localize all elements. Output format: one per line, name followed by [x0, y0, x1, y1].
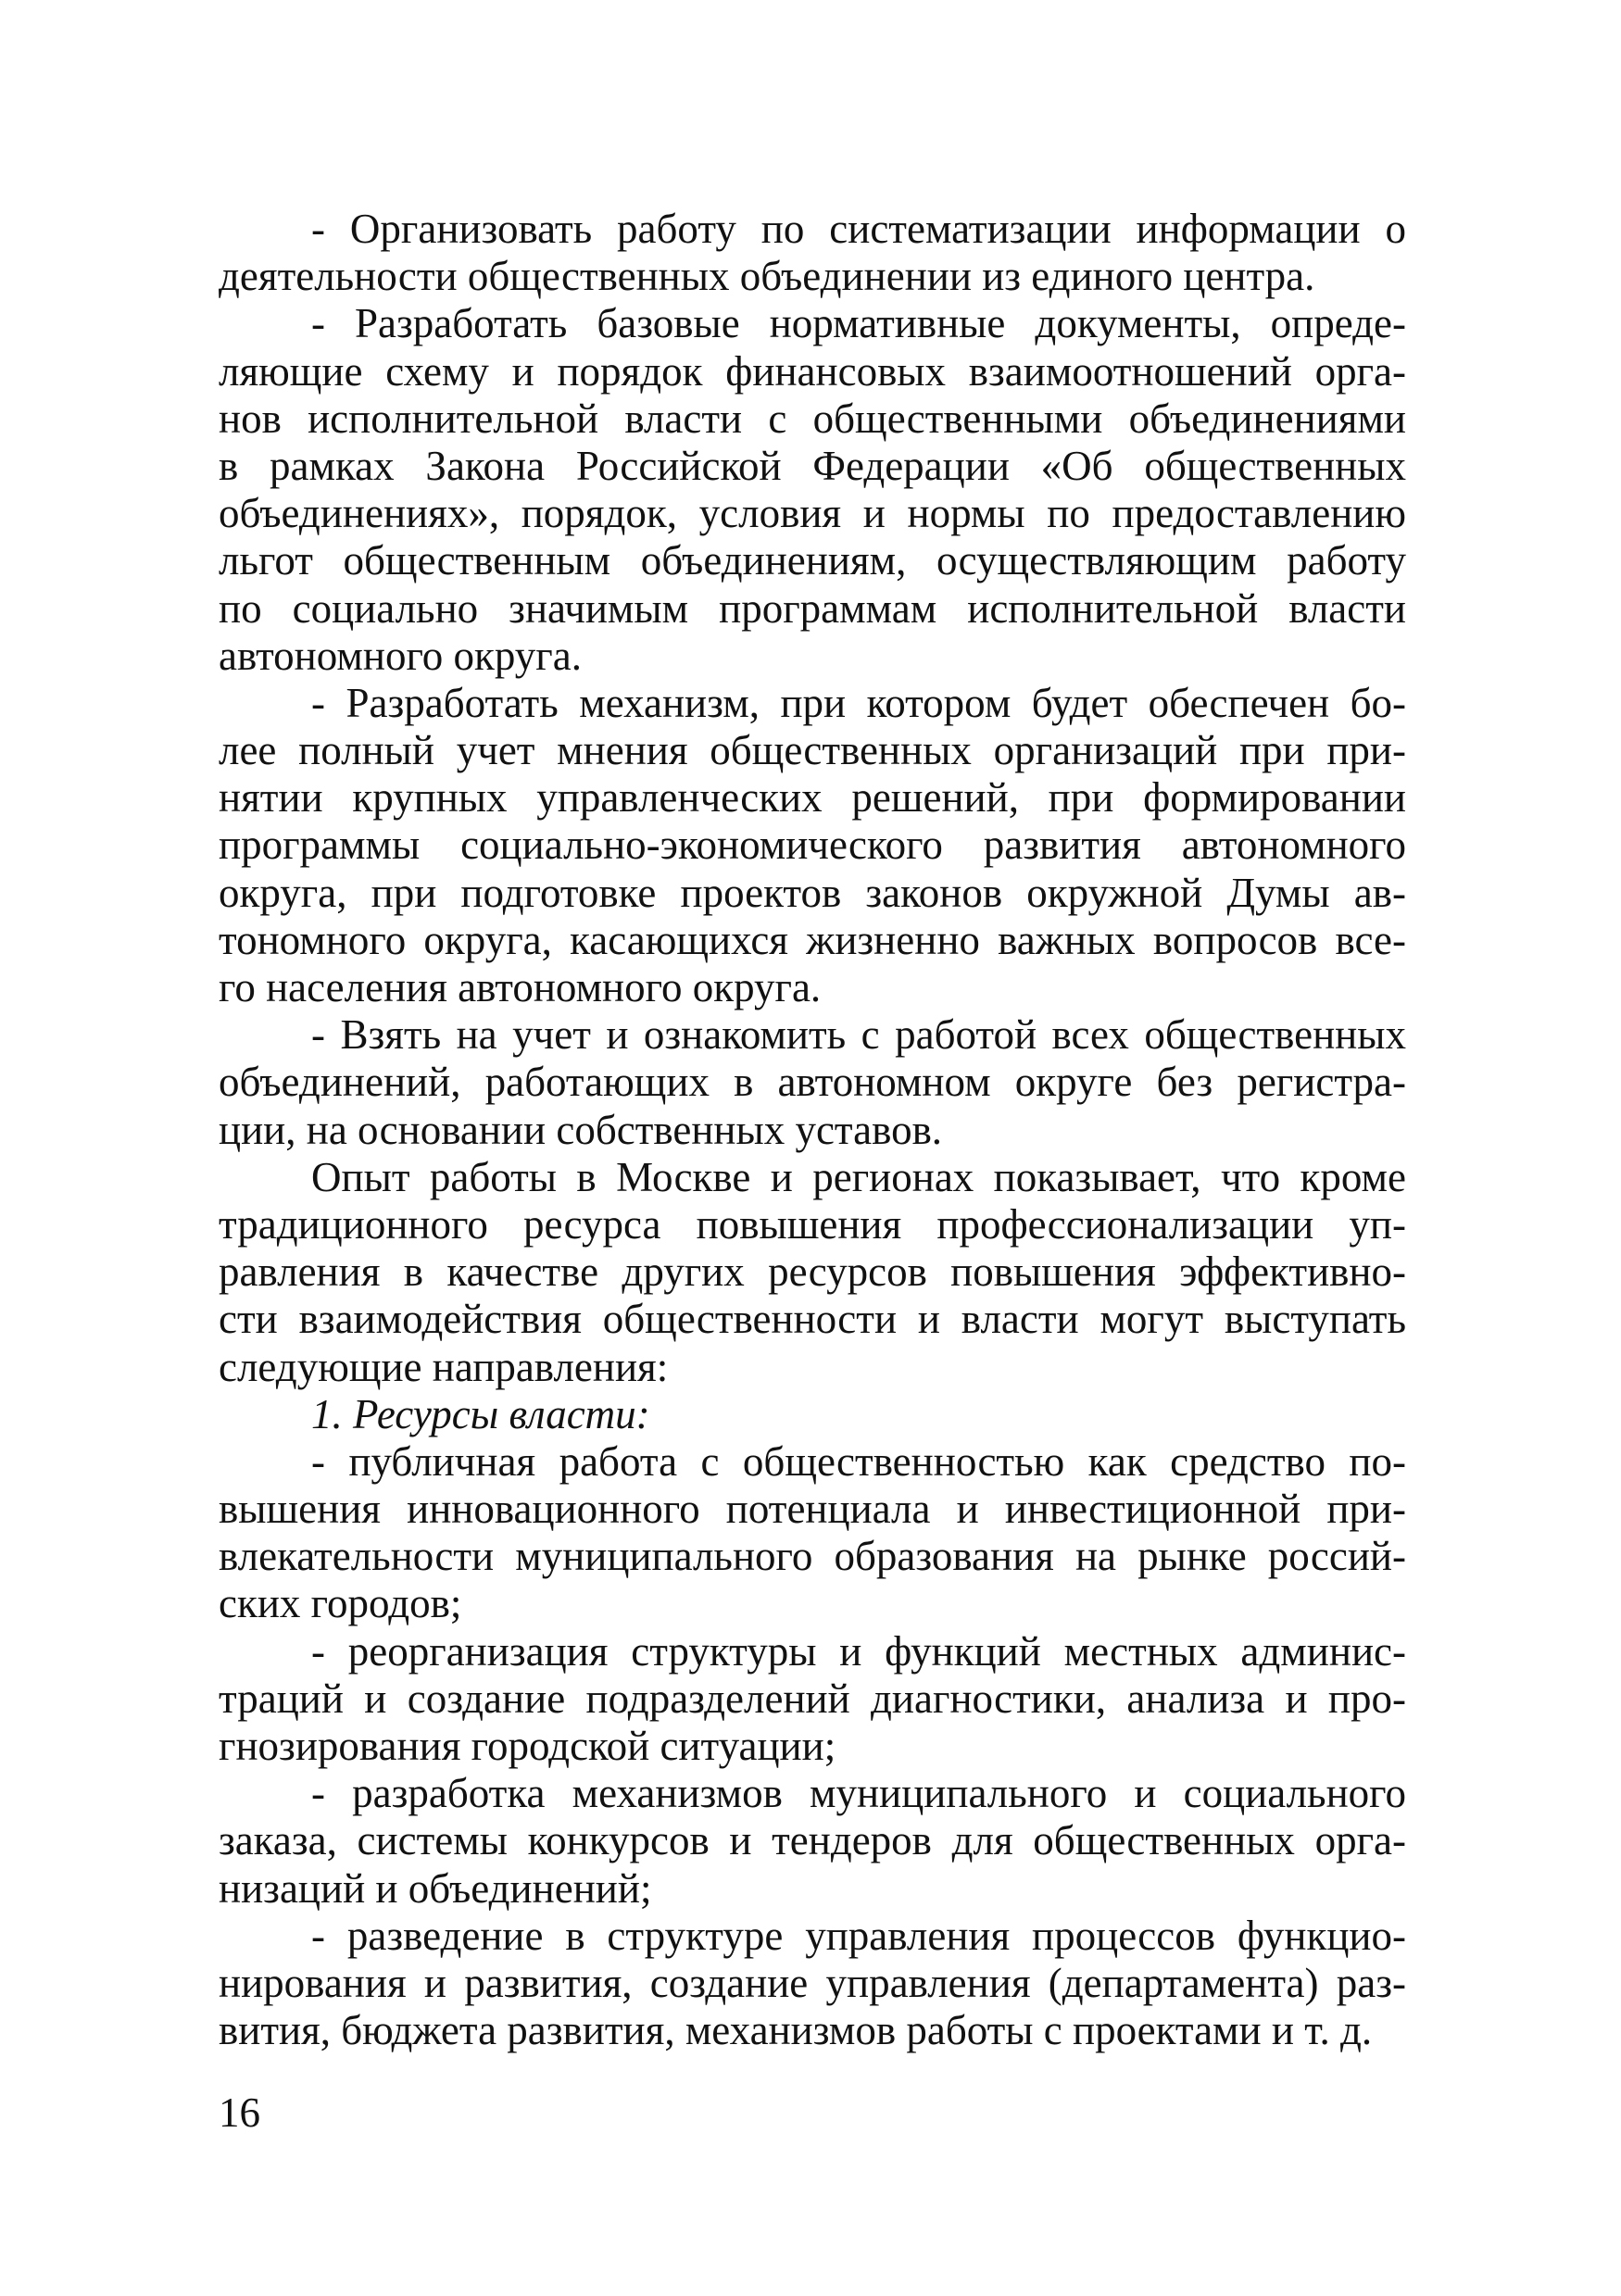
section-heading [219, 1391, 1406, 1438]
text-line: ляющие схему и порядок финансовых взаимоотношений орга- [219, 347, 1406, 395]
text-line: программы социально-экономического развития автономного [219, 822, 1406, 869]
text-line: традиционного ресурса повышения профессионализации уп- [219, 1200, 1406, 1248]
list-item [219, 1628, 1406, 1771]
page-number: 16 [219, 2089, 260, 2136]
paragraph [219, 1154, 1406, 1391]
text-line: деятельности общественных объединении из единого центра. [219, 253, 1315, 300]
text-line: сти взаимодействия общественности и власти могут выступать [219, 1296, 1406, 1343]
text-line: низаций и объединений; [219, 1864, 652, 1912]
list-item [219, 1913, 1406, 2055]
text-line: льгот общественным объединениям, осуществляющим работу [219, 537, 1406, 584]
text-line: автономного округа. [219, 632, 582, 679]
text-line: - Организовать работу по систематизации информации о [311, 206, 1406, 252]
text-line: в рамках Закона Российской Федерации «Об общественных [219, 442, 1406, 489]
text-line: объединениях», порядок, условия и нормы по предоставлению [219, 490, 1406, 537]
text-line: - Разработать механизм, при котором будет обеспечен бо- [311, 679, 1406, 726]
text-line: по социально значимым программам исполнительной власти [219, 584, 1406, 632]
text-line: лее полный учет мнения общественных организаций при при- [219, 727, 1406, 774]
text-line: - публичная работа с общественностью как средство по- [311, 1437, 1406, 1485]
text-line: - разработка механизмов муниципального и социального [311, 1770, 1406, 1817]
text-line: вышения инновационного потенциала и инвестиционной при- [219, 1486, 1406, 1533]
text-line: - разведение в структуре управления процессов функцио- [311, 1912, 1406, 1959]
list-item [219, 206, 1406, 300]
text-line: ских городов; [219, 1580, 462, 1627]
text-line: траций и создание подразделений диагностики, анализа и про- [219, 1675, 1406, 1722]
text-line: Опыт работы в Москве и регионах показывает, что кроме [311, 1153, 1406, 1200]
list-item [219, 1770, 1406, 1913]
list-item [219, 1438, 1406, 1628]
text-line: тономного округа, касающихся жизненно важных вопросов все- [219, 916, 1406, 963]
text-line: нятии крупных управленческих решений, при формировании [219, 774, 1406, 822]
text-line: заказа, системы конкурсов и тендеров для общественных орга- [219, 1817, 1406, 1864]
text-line: 1. Ресурсы власти: [311, 1390, 650, 1437]
list-item [219, 1011, 1406, 1154]
text-line: следующие направления: [219, 1343, 669, 1390]
text-line: округа, при подготовке проектов законов окружной Думы ав- [219, 869, 1406, 916]
text-line: - реорганизация структуры и функций местных админис- [311, 1627, 1406, 1675]
text-line: вития, бюджета развития, механизмов работы с проектами и т. д. [219, 2007, 1373, 2054]
text-line: нов исполнительной власти с общественными объединениями [219, 395, 1406, 442]
text-line: го населения автономного округа. [219, 964, 822, 1010]
text-line: - Разработать базовые нормативные документы, опреде- [311, 300, 1406, 347]
text-line: - Взять на учет и ознакомить с работой всех общественных [311, 1011, 1406, 1059]
text-line: объединений, работающих в автономном округе без регистра- [219, 1059, 1406, 1106]
list-item [219, 300, 1406, 680]
body-text [219, 206, 1406, 2054]
text-line: нирования и развития, создание управления (департамента) раз- [219, 1959, 1406, 2006]
text-line: равления в качестве других ресурсов повышения эффективно- [219, 1248, 1406, 1296]
list-item [219, 680, 1406, 1011]
text-line: влекательности муниципального образования на рынке россий- [219, 1533, 1406, 1580]
text-line: гнозирования городской ситуации; [219, 1723, 836, 1769]
text-line: ции, на основании собственных уставов. [219, 1106, 943, 1153]
